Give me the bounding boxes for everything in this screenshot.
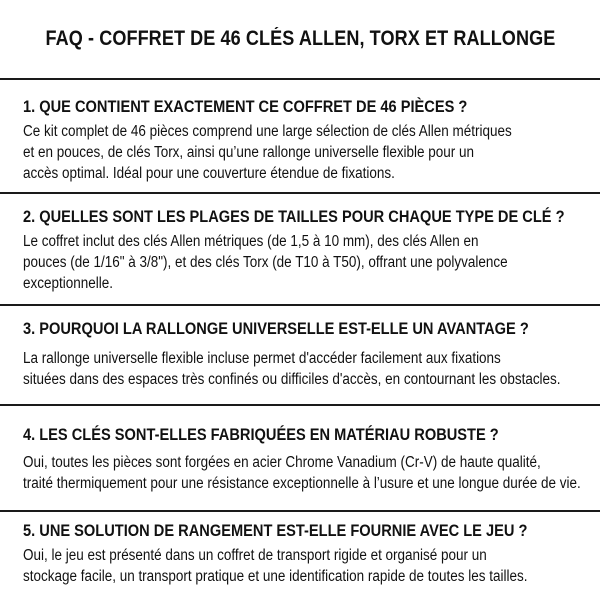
answer-line: Ce kit complet de 46 pièces comprend une large sélection de clés Allen métriques (23, 123, 512, 140)
page-title: FAQ - COFFRET DE 46 CLÉS ALLEN, TORX ET RALLONGE (45, 27, 555, 50)
answer-line: Oui, toutes les pièces sont forgées en acier Chrome Vanadium (Cr-V) de haute qualité, (23, 454, 541, 471)
answer-line: stockage facile, un transport pratique et une identification rapide de toutes les tailles. (23, 568, 528, 585)
faq-answer-4 (23, 452, 580, 494)
answer-line: situées dans des espaces très confinés ou difficiles d'accès, en contournant les obstacles. (23, 371, 561, 388)
faq-item-2 (0, 194, 600, 306)
faq-item-1 (0, 82, 600, 194)
faq-question-5: 5. UNE SOLUTION DE RANGEMENT EST-ELLE FOURNIE AVEC LE JEU ? (23, 521, 528, 540)
answer-line: Le coffret inclut des clés Allen métriques (de 1,5 à 10 mm), des clés Allen en (23, 233, 479, 250)
faq-item-4 (0, 406, 600, 512)
faq-item-3 (0, 306, 600, 406)
faq-answer-1 (23, 121, 580, 184)
faq-answer-3 (23, 348, 580, 390)
faq-question-4: 4. LES CLÉS SONT-ELLES FABRIQUÉES EN MATÉRIAU ROBUSTE ? (23, 425, 499, 444)
faq-question-2: 2. QUELLES SONT LES PLAGES DE TAILLES POUR CHAQUE TYPE DE CLÉ ? (23, 207, 565, 226)
faq-item-5 (0, 512, 600, 600)
answer-line: et en pouces, de clés Torx, ainsi qu’une rallonge universelle flexible pour un (23, 144, 475, 161)
title-box (0, 0, 600, 80)
answer-line: pouces (de 1/16" à 3/8"), et des clés Torx (de T10 à T50), offrant une polyvalence (23, 254, 508, 271)
answer-line: La rallonge universelle flexible incluse permet d'accéder facilement aux fixations (23, 350, 501, 367)
faq-answer-2 (23, 231, 580, 294)
faq-question-3: 3. POURQUOI LA RALLONGE UNIVERSELLE EST-ELLE UN AVANTAGE ? (23, 319, 529, 338)
faq-answer-5 (23, 545, 580, 587)
answer-line: accès optimal. Idéal pour une couverture étendue de fixations. (23, 165, 395, 182)
answer-line: exceptionnelle. (23, 275, 113, 292)
answer-line: traité thermiquement pour une résistance exceptionnelle à l’usure et une longue durée de vie. (23, 475, 581, 492)
faq-question-1: 1. QUE CONTIENT EXACTEMENT CE COFFRET DE 46 PIÈCES ? (23, 97, 468, 116)
answer-line: Oui, le jeu est présenté dans un coffret de transport rigide et organisé pour un (23, 547, 487, 564)
